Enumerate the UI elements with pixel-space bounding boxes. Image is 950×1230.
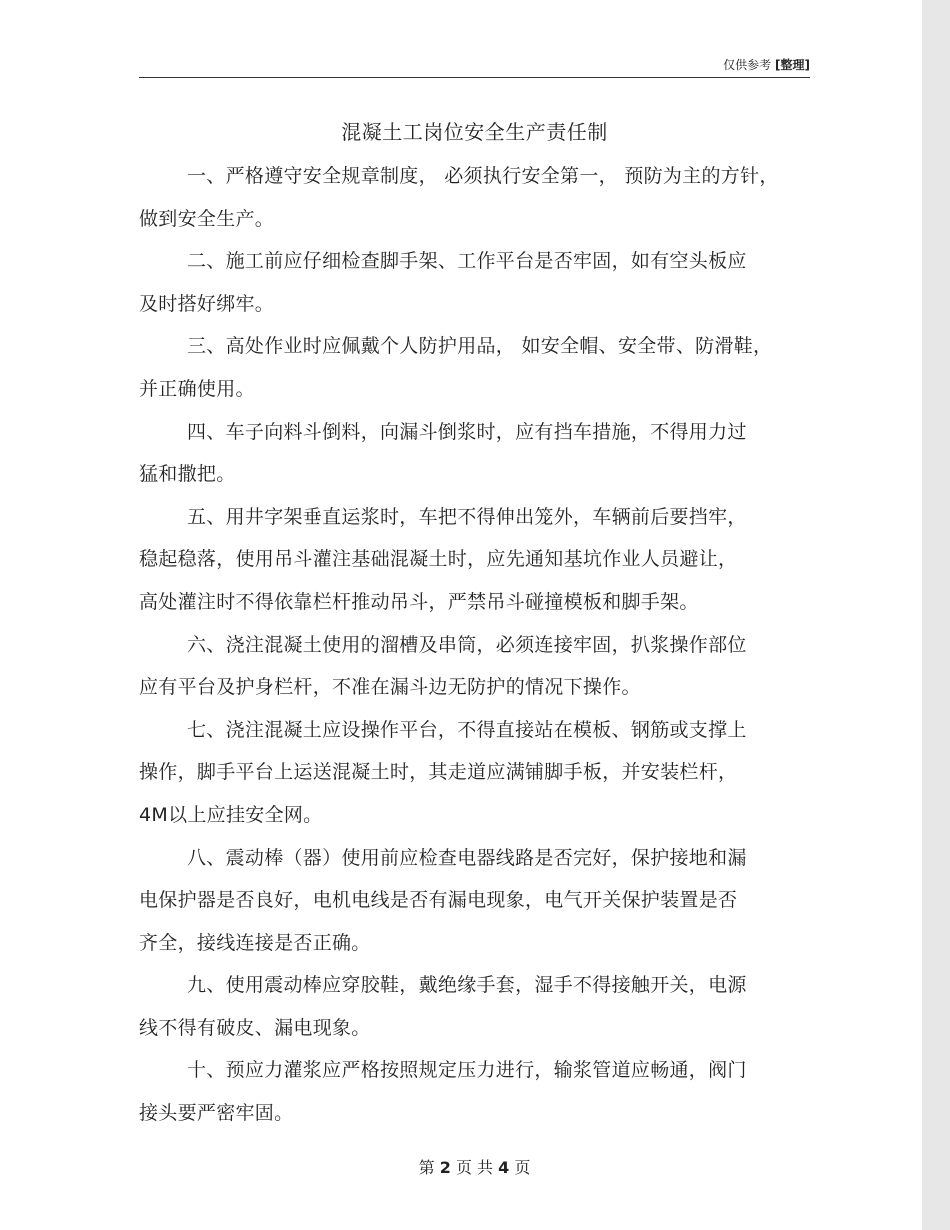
body-text-line: 线不得有破皮、漏电现象。 xyxy=(139,1016,371,1039)
body-text-line: 并正确使用。 xyxy=(139,377,255,400)
header-divider xyxy=(139,77,810,78)
footer-suffix: 页 xyxy=(514,1158,531,1177)
body-text-line: 一、严格遵守安全规章制度， 必须执行安全第一， 预防为主的方针， xyxy=(187,165,779,187)
document-body xyxy=(139,155,819,1135)
footer-middle: 页 共 xyxy=(455,1158,494,1177)
header-note xyxy=(723,56,810,73)
body-text-line: 五、用井字架垂直运浆时，车把不得伸出笼外，车辆前后要挡牢， xyxy=(187,505,747,528)
page-footer xyxy=(139,1155,810,1178)
body-text-line: 八、震动棒（器）使用前应检查电器线路是否完好，保护接地和漏 xyxy=(187,846,747,869)
body-text-line: 三、高处作业时应佩戴个人防护用品， 如安全帽、安全带、防滑鞋， xyxy=(187,335,773,358)
body-text-line: 九、使用震动棒应穿胶鞋，戴绝缘手套，湿手不得接触开关，电源 xyxy=(187,974,747,997)
body-text-line: 稳起稳落，使用吊斗灌注基础混凝土时，应先通知基坑作业人员避让， xyxy=(139,548,738,571)
body-text-line: 十、预应力灌浆应严格按照规定压力进行，输浆管道应畅通，阀门 xyxy=(187,1059,747,1082)
header-note-text: 仅供参考 xyxy=(723,58,772,72)
body-text-line: 4M以上应挂安全网。 xyxy=(139,803,323,826)
body-text-line: 六、浇注混凝土使用的溜槽及串筒，必须连接牢固，扒浆操作部位 xyxy=(187,633,747,656)
total-page-number: 4 xyxy=(498,1158,510,1177)
current-page-number: 2 xyxy=(439,1158,451,1177)
header-tag: [整理] xyxy=(775,58,810,72)
body-text-line: 四、车子向料斗倒料，向漏斗倒浆时，应有挡车措施，不得用力过 xyxy=(187,420,747,443)
body-text-line: 猛和撒把。 xyxy=(139,463,236,486)
body-text-line: 二、施工前应仔细检查脚手架、工作平台是否牢固，如有空头板应 xyxy=(187,250,747,273)
body-text-line: 操作，脚手平台上运送混凝土时，其走道应满铺脚手板，并安装栏杆， xyxy=(139,761,738,784)
body-text-line: 接头要严密牢固。 xyxy=(139,1102,294,1125)
footer-prefix: 第 xyxy=(418,1158,435,1177)
body-text-line: 齐全，接线连接是否正确。 xyxy=(139,931,371,954)
document-title: 混凝土工岗位安全生产责任制 xyxy=(341,120,608,144)
body-text-line: 七、浇注混凝土应设操作平台，不得直接站在模板、钢筋或支撑上 xyxy=(187,718,747,741)
body-text-line: 做到安全生产。 xyxy=(139,207,275,230)
body-text-line: 及时搭好绑牢。 xyxy=(139,292,275,315)
body-text-line: 应有平台及护身栏杆，不准在漏斗边无防护的情况下操作。 xyxy=(139,676,641,699)
body-text-line: 电保护器是否良好，电机电线是否有漏电现象，电气开关保护装置是否 xyxy=(139,889,738,912)
body-text-line: 高处灌注时不得依靠栏杆推动吊斗，严禁吊斗碰撞模板和脚手架。 xyxy=(139,590,699,613)
